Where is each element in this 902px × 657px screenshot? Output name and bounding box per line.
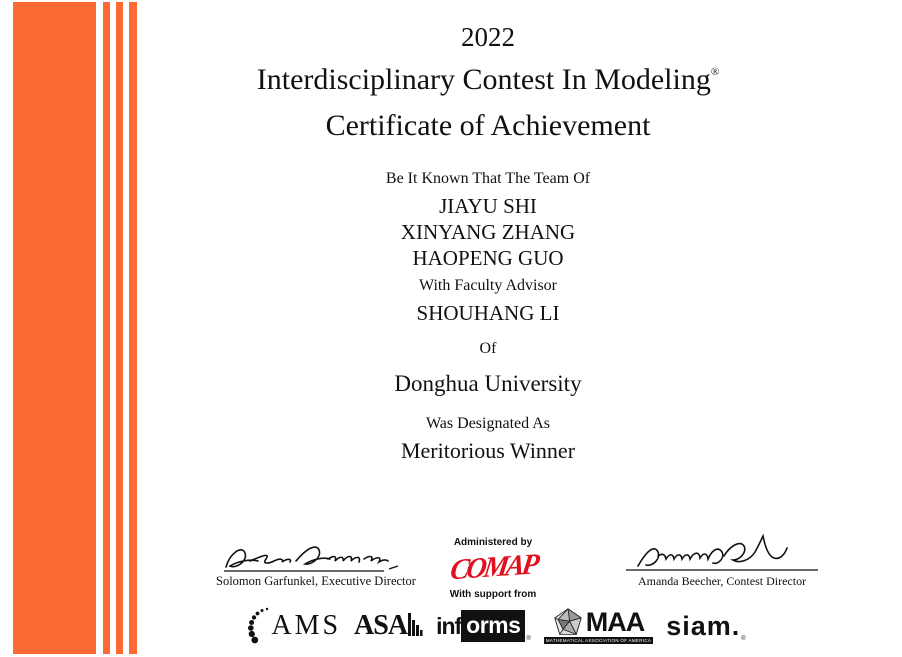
left-stripe-wide: [13, 2, 96, 654]
maa-logo: [544, 608, 653, 644]
certificate-subtitle: Certificate of Achievement: [325, 109, 651, 142]
advisor-name: SHOUHANG LI: [416, 301, 560, 325]
informs-logo: [436, 610, 531, 642]
informs-logo-boxed-text: orms: [461, 610, 525, 642]
ams-logo-text: AMS: [271, 610, 342, 641]
team-intro-line: Be It Known That The Team Of: [385, 170, 591, 187]
maa-logo-top: [553, 608, 645, 636]
signature-block-contest-director: [622, 526, 822, 588]
maa-logo-caption: MATHEMATICAL ASSOCIATION OF AMERICA: [545, 638, 652, 643]
administered-by-label: Administered by: [453, 537, 533, 548]
contest-year: 2022: [461, 22, 515, 52]
siam-logo-text: siam.: [666, 610, 741, 641]
ams-dots-arc-icon: [248, 606, 270, 646]
institution-name: Donghua University: [394, 371, 582, 396]
maa-logo-text: MAA: [585, 606, 645, 637]
left-stripe-thin-3: [129, 2, 137, 654]
comap-logo: [428, 548, 558, 587]
asa-logo-text: ASA: [354, 610, 408, 641]
contest-title-text: Interdisciplinary Contest In Modeling: [256, 63, 711, 96]
advisor-intro-line: With Faculty Advisor: [418, 277, 557, 294]
of-label: Of: [479, 340, 497, 357]
team-member-name: XINYANG ZHANG: [400, 220, 576, 244]
asa-bar-chart-icon: [408, 611, 423, 636]
sponsor-logo-row: [271, 604, 746, 648]
signature-block-executive-director: [216, 531, 416, 589]
registered-trademark-symbol: ®: [710, 66, 720, 78]
maa-icosahedron-icon: [553, 608, 583, 636]
comap-logo-text: COMAP: [447, 548, 539, 587]
designation-intro-line: Was Designated As: [425, 415, 551, 432]
ams-logo: [248, 606, 341, 646]
asa-logo: [354, 610, 423, 642]
signature-scrawl-amanda-beecher: [622, 526, 822, 574]
informs-logo-prefix: inf: [436, 613, 462, 639]
team-member-name: HAOPENG GUO: [412, 246, 564, 270]
administered-by-block: [428, 538, 558, 600]
signature-scrawl-solomon-garfunkel: [216, 531, 411, 574]
contest-director-caption: Amanda Beecher, Contest Director: [637, 574, 807, 588]
contest-title: [74, 65, 902, 95]
award-designation: Meritorious Winner: [400, 438, 576, 463]
siam-registered-mark: ®: [741, 635, 746, 642]
left-stripe-thin-2: [116, 2, 123, 654]
left-stripe-thin-1: [103, 2, 110, 654]
team-member-name: JIAYU SHI: [439, 194, 537, 218]
executive-director-caption: Solomon Garfunkel, Executive Director: [216, 574, 416, 588]
informs-registered-mark: ®: [526, 636, 531, 642]
support-from-label: With support from: [449, 589, 537, 600]
siam-logo: [666, 611, 745, 642]
